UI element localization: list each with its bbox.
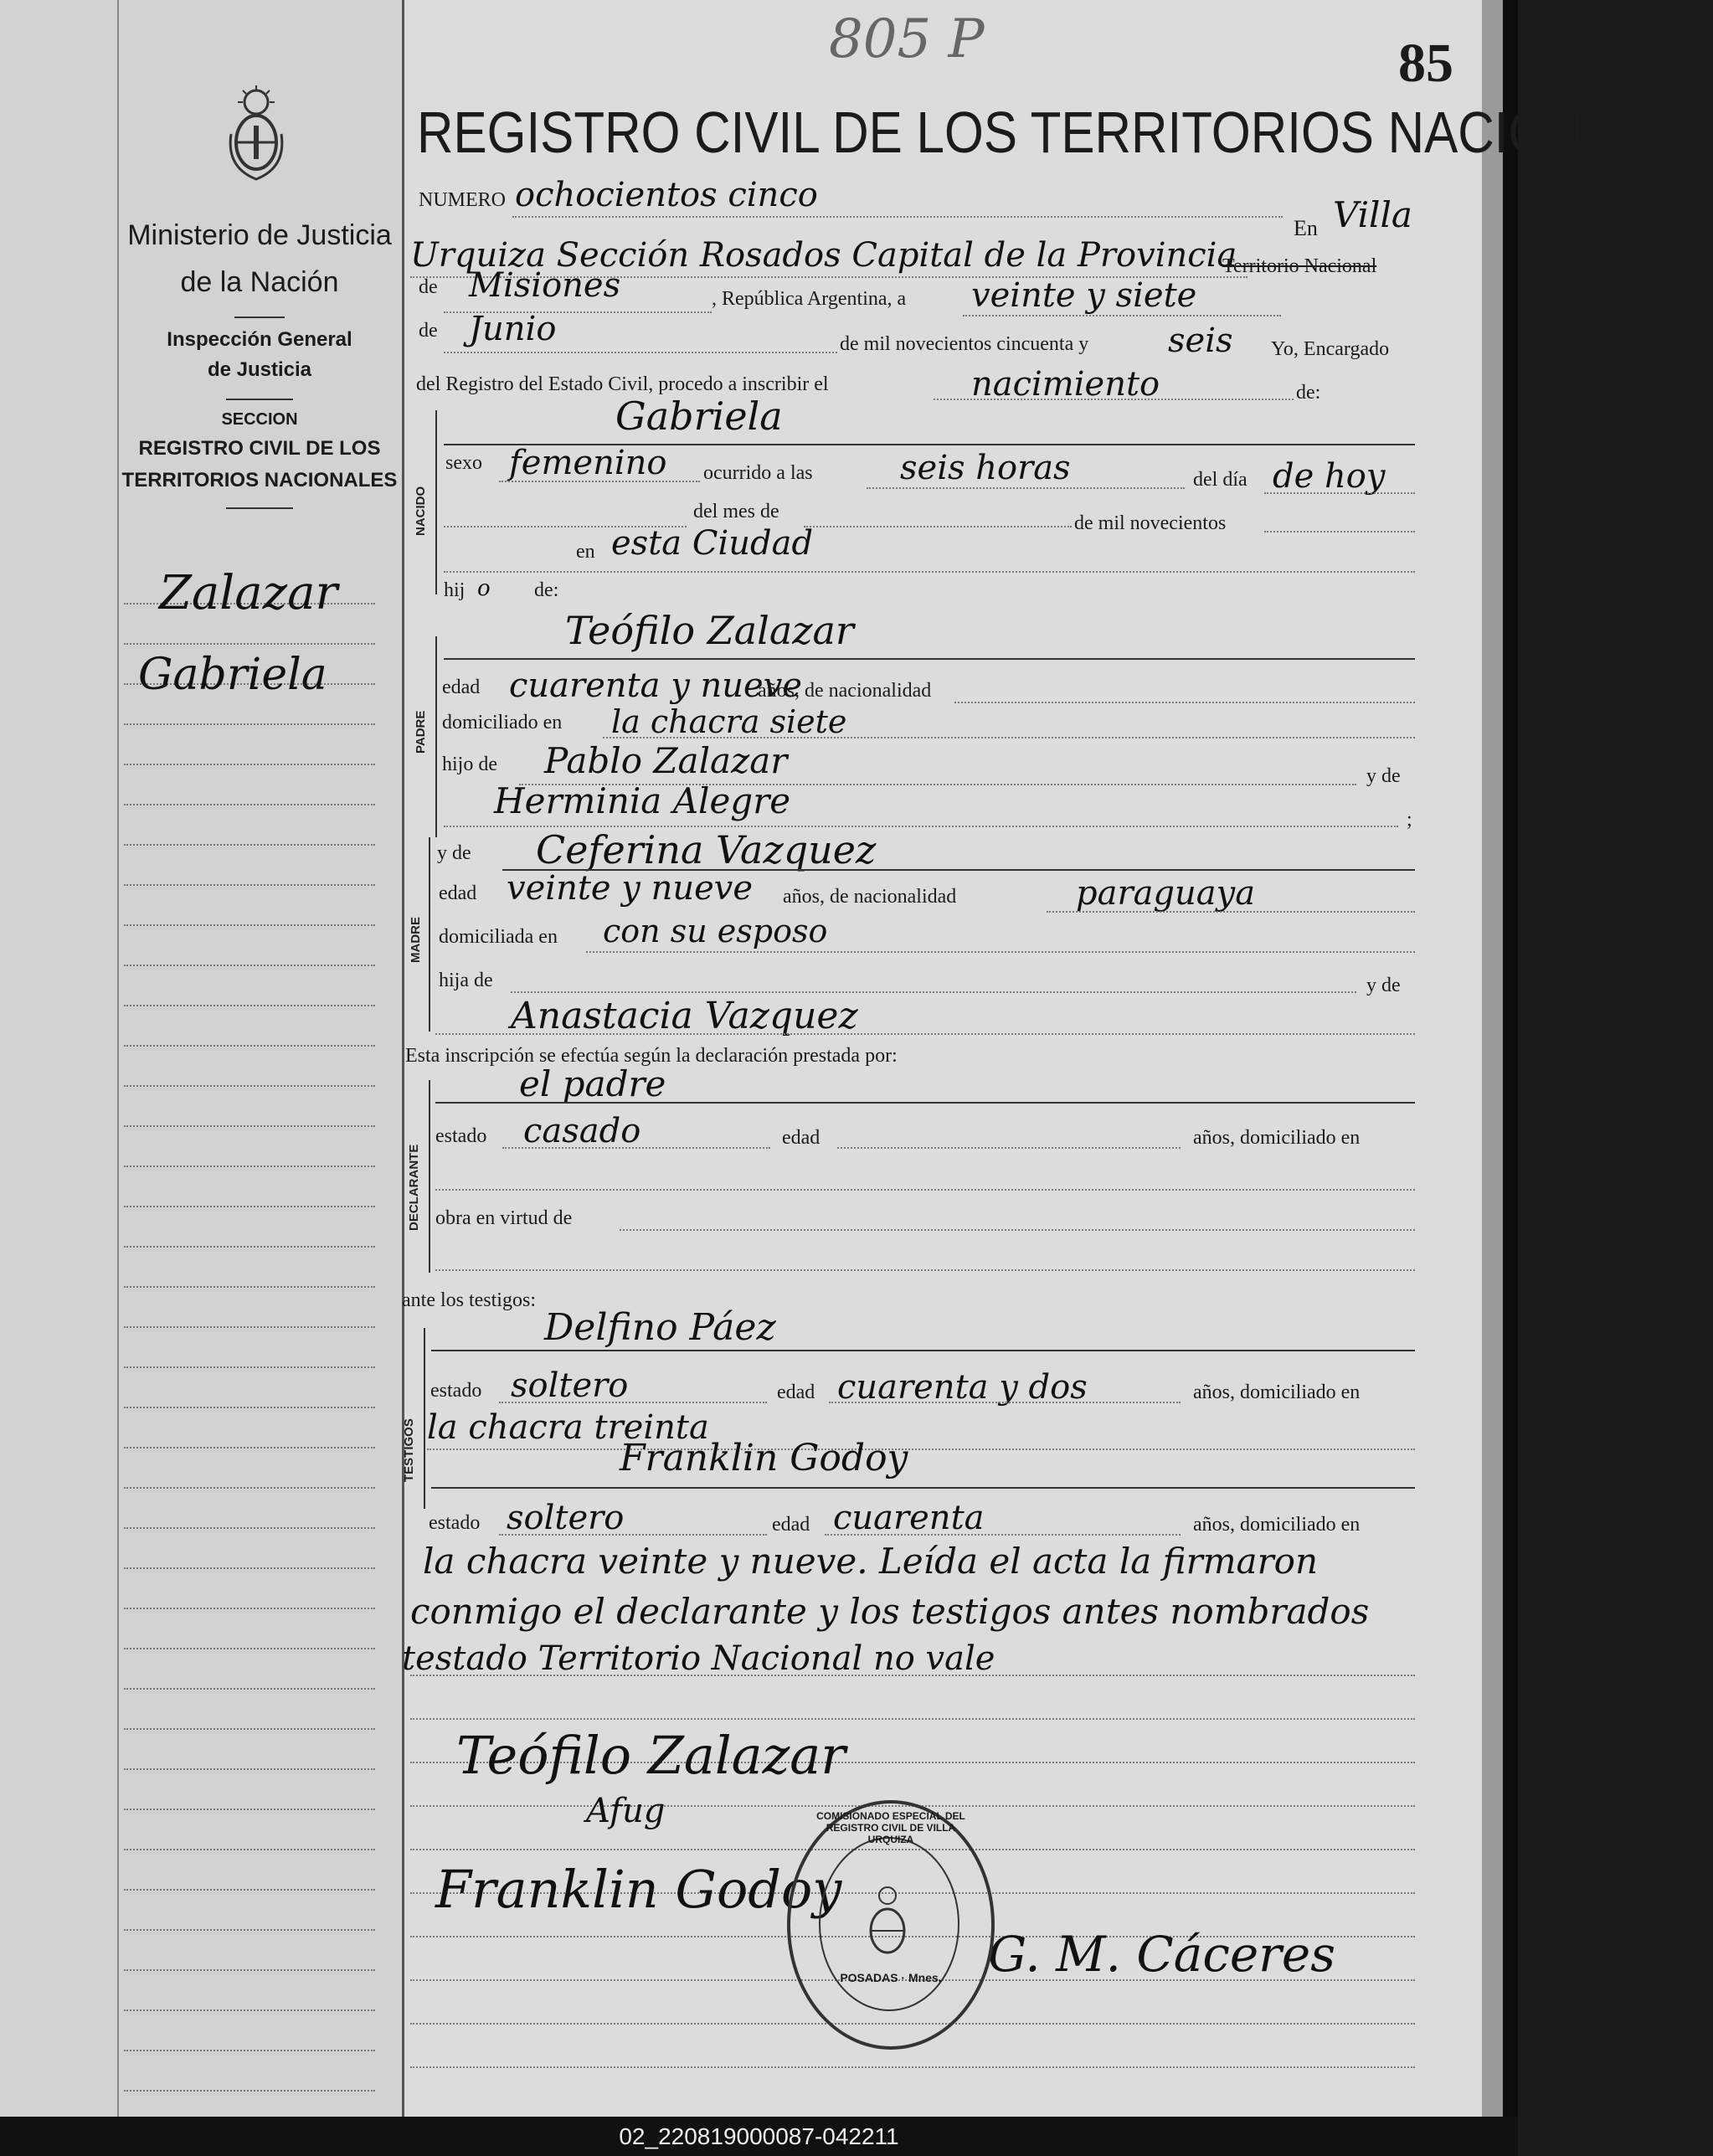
fill-line bbox=[603, 737, 1415, 738]
ruled-line bbox=[124, 1849, 375, 1850]
hijo-suffix: o bbox=[477, 576, 491, 601]
column-divider bbox=[402, 0, 404, 2117]
fill-line bbox=[620, 1229, 1415, 1231]
ruled-line bbox=[124, 2009, 375, 2011]
declarante-side-label: DECLARANTE bbox=[407, 1144, 421, 1231]
ruled-line bbox=[124, 1608, 375, 1609]
fill-line bbox=[1047, 911, 1415, 913]
ruled-line bbox=[124, 1487, 375, 1489]
ruled-line bbox=[124, 1768, 375, 1770]
fill-line bbox=[435, 1189, 1415, 1191]
de3-label: de: bbox=[1296, 382, 1321, 404]
ruled-line bbox=[124, 1889, 375, 1891]
madre-hija-label: hija de bbox=[439, 970, 493, 991]
inspection-line-1: Inspección General bbox=[167, 328, 352, 351]
ruled-line bbox=[124, 924, 375, 926]
closing-line-1: la chacra veinte y nueve. Leída el acta la firmaron bbox=[423, 1541, 1319, 1582]
section-label: SECCION bbox=[221, 410, 298, 429]
witness1-edad-label: edad bbox=[777, 1382, 815, 1403]
declarante-anos-label: años, domiciliado en bbox=[1193, 1127, 1361, 1149]
act-value: nacimiento bbox=[971, 365, 1160, 404]
de-label: de bbox=[419, 276, 438, 298]
ruled-line bbox=[124, 1929, 375, 1931]
witness1-anos-label: años, domiciliado en bbox=[1193, 1382, 1361, 1403]
ruled-line bbox=[124, 1246, 375, 1248]
signature-1: Teófilo Zalazar bbox=[456, 1725, 846, 1786]
scan-footer-code: 02_220819000087-042211 bbox=[0, 2117, 1518, 2156]
signature-3: G. M. Cáceres bbox=[988, 1926, 1335, 1983]
ruled-line bbox=[124, 1527, 375, 1529]
ruled-line bbox=[124, 804, 375, 805]
ruled-line bbox=[124, 1728, 375, 1730]
year-value: seis bbox=[1168, 322, 1233, 360]
ruled-line bbox=[124, 764, 375, 765]
declarante-obra-label: obra en virtud de bbox=[435, 1207, 573, 1229]
padre-hijo-label: hijo de bbox=[442, 754, 497, 775]
madre-domicilio-value: con su esposo bbox=[603, 913, 828, 949]
archive-note: 805 P bbox=[829, 8, 985, 70]
madre-domicilio-label: domiciliada en bbox=[439, 926, 558, 948]
closing-line-3: testado Territorio Nacional no vale bbox=[402, 1639, 995, 1678]
padre-name: Teófilo Zalazar bbox=[565, 608, 854, 653]
en-label-nacido: en bbox=[576, 541, 595, 563]
closing-line-2: conmigo el declarante y los testigos antes nombrados bbox=[410, 1591, 1370, 1632]
ruled-line bbox=[124, 643, 375, 645]
witness1-domicilio: la chacra treinta bbox=[427, 1408, 709, 1447]
nacido-name: Gabriela bbox=[615, 394, 783, 439]
declarante-estado-label: estado bbox=[435, 1125, 487, 1147]
ruled-line bbox=[124, 723, 375, 725]
ruled-line bbox=[124, 1045, 375, 1047]
de2-label: de bbox=[419, 320, 438, 342]
declarante-name: el padre bbox=[519, 1063, 666, 1104]
padre-father: Pablo Zalazar bbox=[544, 740, 788, 781]
madre-nacionalidad-value: paraguaya bbox=[1076, 874, 1256, 913]
ruled-line bbox=[124, 1809, 375, 1810]
section-line-1: REGISTRO CIVIL DE LOS bbox=[138, 437, 381, 460]
nacido-side-label: NACIDO bbox=[414, 486, 428, 536]
fill-line bbox=[512, 216, 1283, 218]
ruled-line bbox=[410, 2066, 1415, 2068]
ruled-line bbox=[124, 1648, 375, 1649]
official-stamp bbox=[787, 1800, 995, 2050]
fill-line bbox=[499, 1402, 767, 1403]
padre-edad-label: edad bbox=[442, 677, 481, 698]
ocurrido-label: ocurrido a las bbox=[703, 462, 813, 484]
ruled-line bbox=[124, 884, 375, 886]
place-value: Urquiza Sección Rosados Capital de la Provincia bbox=[410, 236, 1237, 275]
stamp-inner-text: POSADAS · Mnes. bbox=[840, 1971, 942, 1984]
madre-side-label: MADRE bbox=[409, 917, 423, 963]
ruled-line bbox=[124, 1407, 375, 1408]
ruled-line bbox=[124, 844, 375, 846]
ruled-line bbox=[124, 1085, 375, 1087]
ruled-line bbox=[124, 1366, 375, 1368]
madre-yde2-label: y de bbox=[1366, 975, 1401, 996]
yo-label: Yo, Encargado bbox=[1271, 338, 1390, 360]
en-label: En bbox=[1294, 216, 1318, 240]
territorio-label: Territorio Nacional bbox=[1222, 255, 1377, 277]
section-bracket bbox=[429, 837, 430, 1032]
section-bracket bbox=[435, 410, 437, 594]
section-line-2: TERRITORIOS NACIONALES bbox=[121, 469, 398, 491]
witness1-name: Delfino Páez bbox=[544, 1306, 776, 1349]
madre-edad-value: veinte y nueve bbox=[507, 869, 754, 908]
section-bracket bbox=[429, 1080, 430, 1273]
ruled-line bbox=[124, 1969, 375, 1971]
section-bracket bbox=[424, 1328, 425, 1509]
lugar-value: esta Ciudad bbox=[611, 524, 814, 563]
fill-line bbox=[444, 352, 837, 353]
dia-value: de hoy bbox=[1273, 457, 1386, 496]
stamp-ring-text: COMISIONADO ESPECIAL DEL REGISTRO CIVIL DE VILLA URQUIZA bbox=[816, 1810, 965, 1845]
scan-border bbox=[1503, 0, 1518, 2117]
inspection-line-2: de Justicia bbox=[207, 358, 312, 381]
ministry-line-2: de la Nación bbox=[180, 266, 339, 298]
signature-2: Franklin Godoy bbox=[435, 1859, 842, 1920]
padre-mother: Herminia Alegre bbox=[494, 780, 791, 821]
hijo-de-label: de: bbox=[534, 579, 559, 601]
fill-line bbox=[435, 1033, 1415, 1035]
divider bbox=[226, 399, 293, 400]
en-value: Villa bbox=[1333, 194, 1412, 235]
fill-line bbox=[427, 1448, 1415, 1450]
testigos-side-label: TESTIGOS bbox=[402, 1418, 416, 1482]
declaracion-intro: Esta inscripción se efectúa según la declaración prestada por: bbox=[405, 1045, 898, 1067]
ruled-line bbox=[124, 1206, 375, 1207]
divider bbox=[226, 507, 293, 509]
mil-label: de mil novecientos bbox=[1074, 512, 1227, 534]
semicolon: ; bbox=[1407, 809, 1412, 831]
fill-line bbox=[499, 1534, 767, 1536]
numero-label: NUMERO bbox=[419, 189, 507, 211]
ruled-line bbox=[124, 1125, 375, 1127]
mes-label: del mes de bbox=[693, 501, 779, 522]
madre-grandmother: Anastacia Vazquez bbox=[511, 995, 858, 1037]
witness1-edad: cuarenta y dos bbox=[837, 1368, 1088, 1407]
fill-line bbox=[1264, 492, 1415, 494]
madre-name: Ceferina Vazquez bbox=[536, 827, 877, 872]
witness1-estado: soltero bbox=[511, 1366, 629, 1405]
name-rule bbox=[435, 1102, 1415, 1104]
registro-label: del Registro del Estado Civil, procedo a inscribir el bbox=[416, 373, 829, 395]
witness2-estado-label: estado bbox=[429, 1512, 481, 1534]
fill-line bbox=[867, 487, 1185, 489]
witness2-estado: soltero bbox=[507, 1499, 625, 1537]
hora-value: seis horas bbox=[900, 449, 1071, 487]
numero-value: ochocientos cinco bbox=[515, 176, 818, 214]
fill-line bbox=[804, 526, 1072, 527]
padre-side-label: PADRE bbox=[414, 710, 428, 754]
fill-line bbox=[934, 399, 1294, 400]
ruled-line bbox=[124, 2090, 375, 2092]
madre-edad-label: edad bbox=[439, 882, 477, 904]
ruled-line bbox=[410, 1718, 1415, 1720]
sidebar-surname: Zalazar bbox=[159, 566, 338, 620]
month-value: Junio bbox=[469, 310, 557, 348]
madre-yde-label: y de bbox=[437, 842, 471, 864]
sexo-label: sexo bbox=[445, 452, 482, 474]
fill-line bbox=[435, 1269, 1415, 1271]
fill-line bbox=[963, 315, 1281, 316]
margin-rule bbox=[117, 0, 119, 2117]
madre-nacionalidad-label: años, de nacionalidad bbox=[783, 886, 957, 908]
padre-yde-label: y de bbox=[1366, 765, 1401, 787]
padre-domicilio-value: la chacra siete bbox=[611, 703, 847, 740]
page-title: REGISTRO CIVIL DE LOS TERRITORIOS NACIONALES bbox=[417, 100, 1713, 165]
fill-line bbox=[825, 1534, 1181, 1536]
testigos-intro: ante los testigos: bbox=[402, 1289, 536, 1311]
name-rule bbox=[444, 658, 1415, 660]
fill-line bbox=[829, 1402, 1181, 1403]
fill-line bbox=[954, 702, 1415, 703]
divider bbox=[234, 316, 285, 318]
page-number: 85 bbox=[1398, 33, 1453, 94]
fill-line bbox=[511, 991, 1356, 993]
witness2-edad-label: edad bbox=[772, 1514, 810, 1536]
year-label: de mil novecientos cincuenta y bbox=[840, 333, 1089, 355]
ruled-line bbox=[124, 2050, 375, 2051]
ruled-line bbox=[410, 1675, 1415, 1676]
witness2-anos-label: años, domiciliado en bbox=[1193, 1514, 1361, 1536]
ruled-line bbox=[124, 1165, 375, 1167]
ruled-line bbox=[124, 1688, 375, 1690]
coat-of-arms-icon bbox=[226, 84, 286, 183]
dia-label: del día bbox=[1193, 469, 1247, 491]
ruled-line bbox=[124, 1005, 375, 1006]
section-bracket bbox=[435, 636, 437, 837]
province-value: Misiones bbox=[469, 266, 621, 305]
sidebar-given-name: Gabriela bbox=[138, 650, 327, 700]
ruled-line bbox=[124, 965, 375, 966]
padre-domicilio-label: domiciliado en bbox=[442, 712, 563, 733]
ruled-line bbox=[124, 1567, 375, 1569]
hijo-label: hij bbox=[444, 579, 466, 601]
ruled-line bbox=[124, 1326, 375, 1328]
fill-line bbox=[1264, 531, 1415, 533]
ministry-line-1: Ministerio de Justicia bbox=[127, 219, 392, 251]
declarante-estado-value: casado bbox=[523, 1112, 641, 1150]
declarante-edad-label: edad bbox=[782, 1127, 820, 1149]
witness2-edad: cuarenta bbox=[833, 1499, 985, 1537]
fill-line bbox=[444, 571, 1415, 573]
sexo-value: femenino bbox=[509, 444, 667, 482]
padre-edad-value: cuarenta y nueve bbox=[509, 666, 802, 705]
fill-line bbox=[586, 951, 1415, 953]
fill-line bbox=[837, 1147, 1181, 1149]
ruled-line bbox=[124, 1447, 375, 1448]
ruled-line bbox=[124, 1286, 375, 1288]
witness1-estado-label: estado bbox=[430, 1380, 482, 1402]
fill-line bbox=[502, 1147, 770, 1149]
name-rule bbox=[431, 1487, 1415, 1489]
padre-nacionalidad-label: años, de nacionalidad bbox=[758, 680, 932, 702]
page-edge bbox=[1482, 0, 1503, 2117]
coat-of-arms-icon bbox=[862, 1884, 913, 1959]
signature-1-sub: Afug bbox=[586, 1792, 666, 1830]
name-rule bbox=[431, 1350, 1415, 1351]
day-value: veinte y siete bbox=[971, 276, 1197, 315]
witness2-name: Franklin Godoy bbox=[620, 1437, 908, 1479]
left-margin-column bbox=[0, 0, 402, 2117]
fill-line bbox=[499, 481, 700, 482]
republica-label: , República Argentina, a bbox=[712, 288, 907, 310]
